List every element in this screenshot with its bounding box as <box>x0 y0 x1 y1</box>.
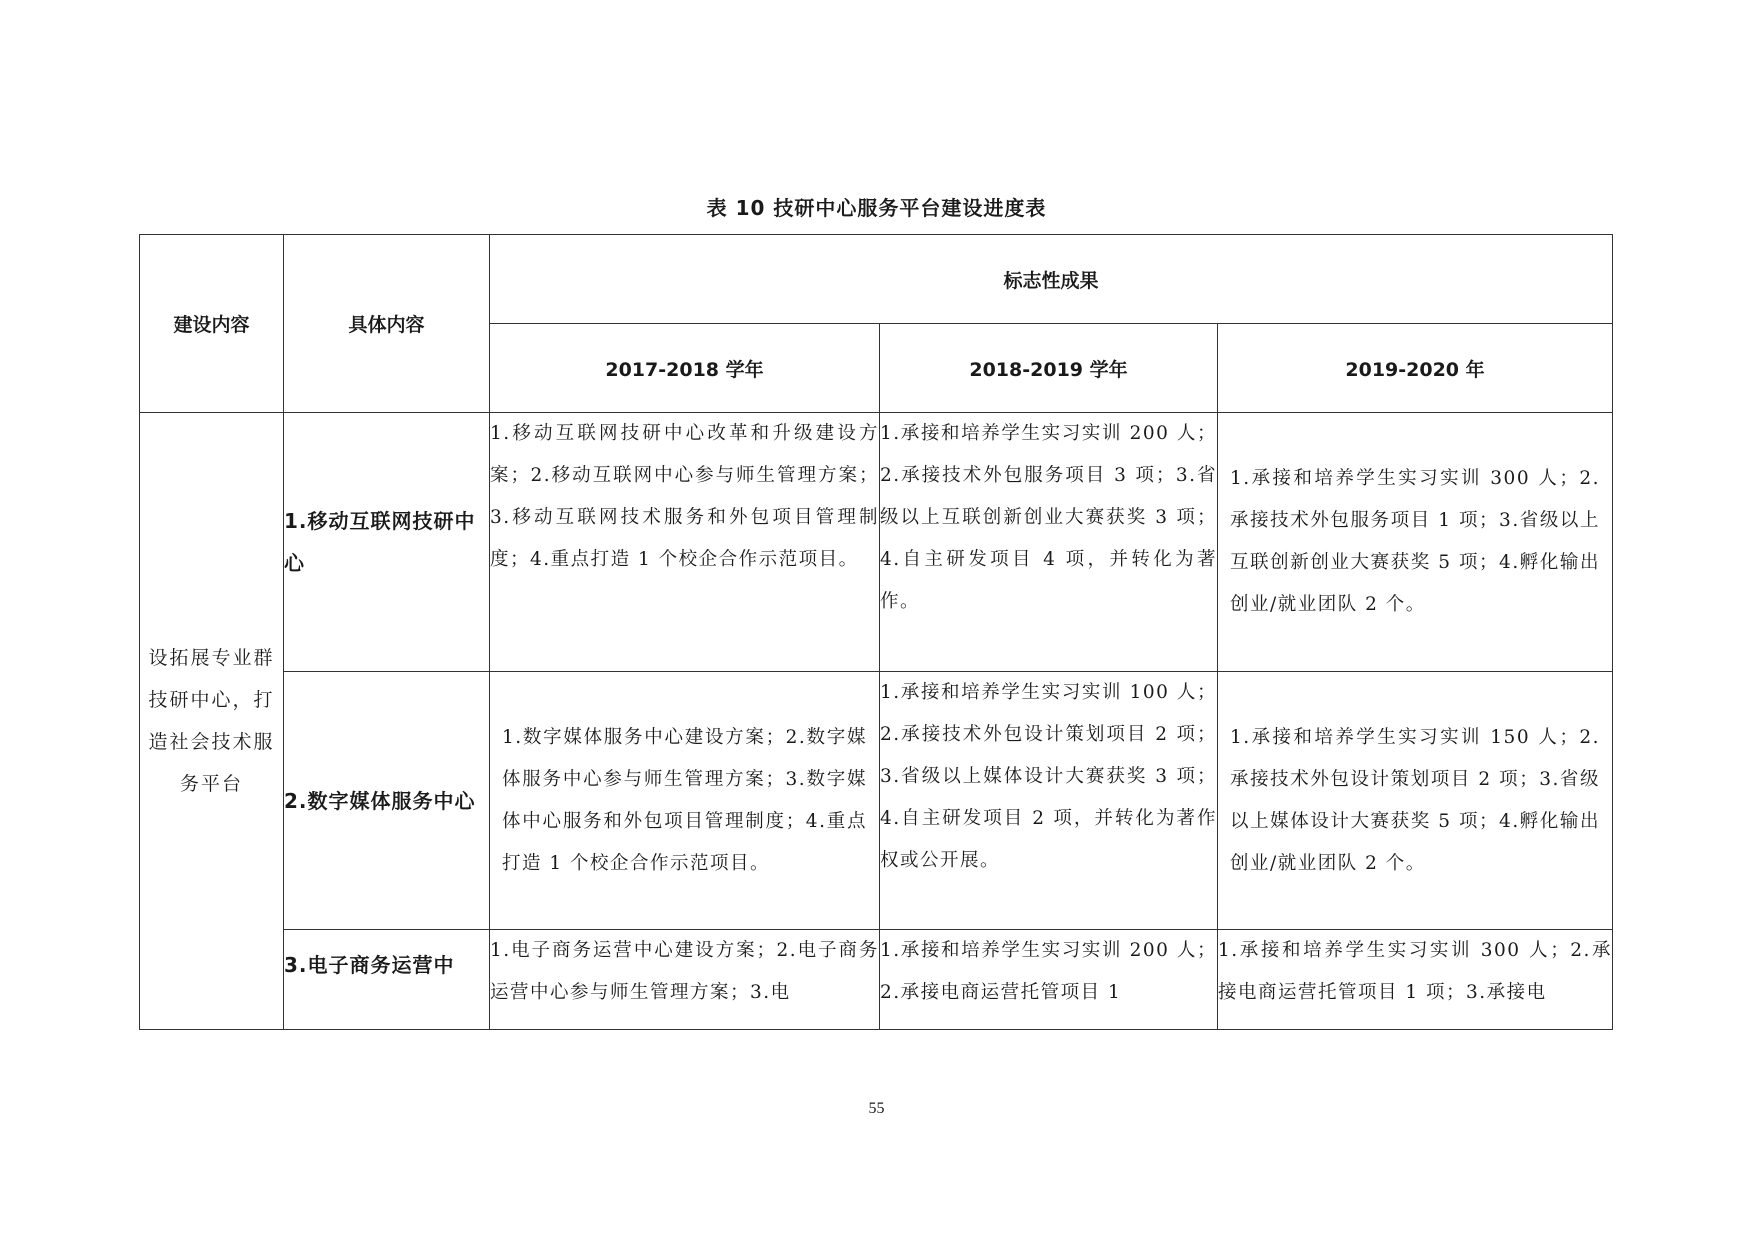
header-year-2019: 2019-2020 年 <box>1218 324 1613 413</box>
page-number: 55 <box>868 1100 885 1117</box>
result-2017-cell: 1.数字媒体服务中心建设方案；2.数字媒体服务中心参与师生管理方案；3.数字媒体中心服务和外包项目管理制度；4.重点打造 1 个校企合作示范项目。 <box>490 672 880 930</box>
progress-table <box>139 234 1613 1030</box>
result-2019-cell: 1.承接和培养学生实习实训 300 人；2.承接技术外包服务项目 1 项；3.省级以上互联创新创业大赛获奖 5 项；4.孵化输出创业/就业团队 2 个。 <box>1218 413 1613 672</box>
header-row-1 <box>140 235 1613 324</box>
table-row <box>140 413 1613 672</box>
item-cell: 3.电子商务运营中 <box>284 930 490 1030</box>
result-2017-cell: 1.电子商务运营中心建设方案；2.电子商务运营中心参与师生管理方案；3.电 <box>490 930 880 1030</box>
item-cell: 2.数字媒体服务中心 <box>284 672 490 930</box>
table-row <box>140 930 1613 1030</box>
result-2019-cell: 1.承接和培养学生实习实训 300 人；2.承接电商运营托管项目 1 项；3.承接电 <box>1218 930 1613 1030</box>
result-2018-cell: 1.承接和培养学生实习实训 100 人；2.承接技术外包设计策划项目 2 项；3.省级以上媒体设计大赛获奖 3 项；4.自主研发项目 2 项，并转化为著作权或公开展。 <box>880 672 1218 930</box>
header-specific: 具体内容 <box>284 235 490 413</box>
header-year-2017: 2017-2018 学年 <box>490 324 880 413</box>
header-construction: 建设内容 <box>140 235 284 413</box>
result-2019-cell: 1.承接和培养学生实习实训 150 人；2.承接技术外包设计策划项目 2 项；3.省级以上媒体设计大赛获奖 5 项；4.孵化输出创业/就业团队 2 个。 <box>1218 672 1613 930</box>
table-title: 表 10 技研中心服务平台建设进度表 <box>706 196 1047 220</box>
result-2018-cell: 1.承接和培养学生实习实训 200 人；2.承接技术外包服务项目 3 项；3.省级以上互联创新创业大赛获奖 3 项；4.自主研发项目 4 项，并转化为著作。 <box>880 413 1218 672</box>
table-row <box>140 672 1613 930</box>
header-results: 标志性成果 <box>490 235 1613 324</box>
result-2017-cell: 1.移动互联网技研中心改革和升级建设方案；2.移动互联网中心参与师生管理方案；3.移动互联网技术服务和外包项目管理制度；4.重点打造 1 个校企合作示范项目。 <box>490 413 880 672</box>
result-2018-cell: 1.承接和培养学生实习实训 200 人；2.承接电商运营托管项目 1 <box>880 930 1218 1030</box>
item-cell: 1.移动互联网技研中心 <box>284 413 490 672</box>
construction-content-cell: 设拓展专业群技研中心，打造社会技术服务平台 <box>140 413 284 1030</box>
header-year-2018: 2018-2019 学年 <box>880 324 1218 413</box>
